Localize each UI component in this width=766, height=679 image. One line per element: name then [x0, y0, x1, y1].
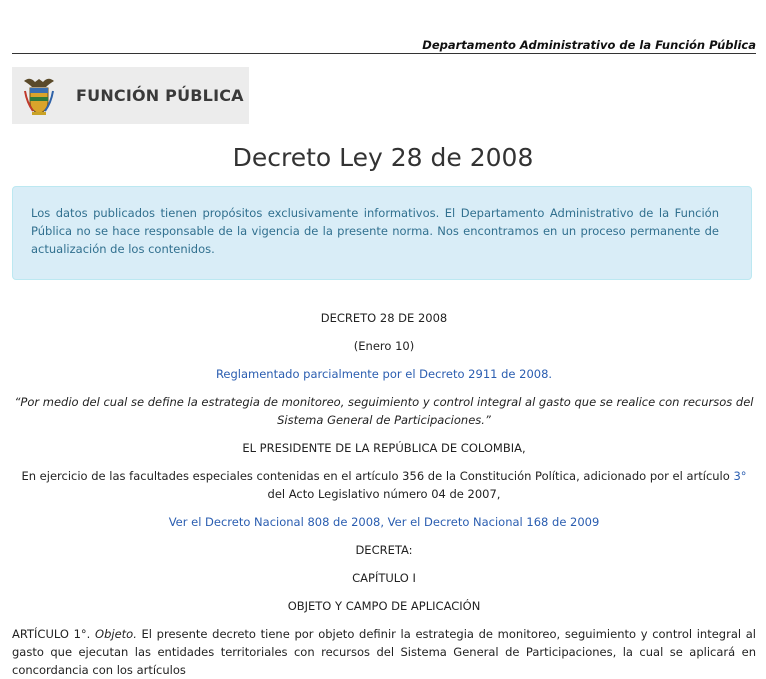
president-line: EL PRESIDENTE DE LA REPÚBLICA DE COLOMBIA, [242, 441, 526, 455]
org-header [12, 38, 756, 54]
article-1 [12, 625, 756, 679]
regulated-paragraph [12, 365, 756, 383]
chapter-label: CAPÍTULO I [352, 571, 416, 585]
powers-paragraph [12, 467, 756, 503]
disclaimer-notice [12, 186, 752, 280]
disclaimer-text: Los datos publicados tienen propósitos exclusivamente informativos. El Departamento Administrativo de la Función Pública no se hace responsable de la vigencia de la presente norma. Nos encontramos en un proceso permanente de actualización de los contenidos. [31, 206, 719, 256]
decree-168-link[interactable]: Ver el Decreto Nacional 168 de 2009 [387, 515, 600, 529]
powers-text-start: En ejercicio de las facultades especiales contenidas en el artículo 356 de la Constitución Política, adicionado por el artículo [21, 469, 734, 483]
brand-name: FUNCIÓN PÚBLICA [76, 86, 244, 105]
article-label: ARTÍCULO 1°. [12, 627, 96, 641]
see-also-separator: , [380, 515, 388, 529]
decree-date: (Enero 10) [353, 339, 415, 353]
page-title: Decreto Ley 28 de 2008 [232, 143, 534, 172]
decreta-line: DECRETA: [355, 543, 413, 557]
decree-808-link[interactable]: Ver el Decreto Nacional 808 de 2008 [168, 515, 381, 529]
decree-epigraph: “Por medio del cual se define la estrategia de monitoreo, seguimiento y control integral al gasto que se realice con recursos del Sistema General de Participaciones.” [14, 395, 754, 427]
funcion-publica-logo[interactable] [12, 67, 249, 124]
see-also-paragraph [12, 513, 756, 531]
decree-heading: DECRETO 28 DE 2008 [320, 311, 448, 325]
regulated-link[interactable]: Reglamentado parcialmente por el Decreto 2911 de 2008. [215, 367, 553, 381]
chapter-title: OBJETO Y CAMPO DE APLICACIÓN [287, 599, 481, 613]
article-title: Objeto. [95, 627, 137, 641]
org-name: Departamento Administrativo de la Función Pública [422, 38, 756, 52]
colombia-coat-of-arms-icon [12, 67, 66, 124]
decree-document [12, 309, 756, 679]
article-3-link[interactable]: 3° [733, 469, 747, 483]
article-text: El presente decreto tiene por objeto definir la estrategia de monitoreo, seguimiento y control integral al gasto que ejecutan las entidades territoriales con recursos del Sistema General de Participaciones, la cual se aplicará en concordancia con los artículos [12, 627, 757, 677]
powers-text-end: del Acto Legislativo número 04 de 2007, [267, 487, 501, 501]
